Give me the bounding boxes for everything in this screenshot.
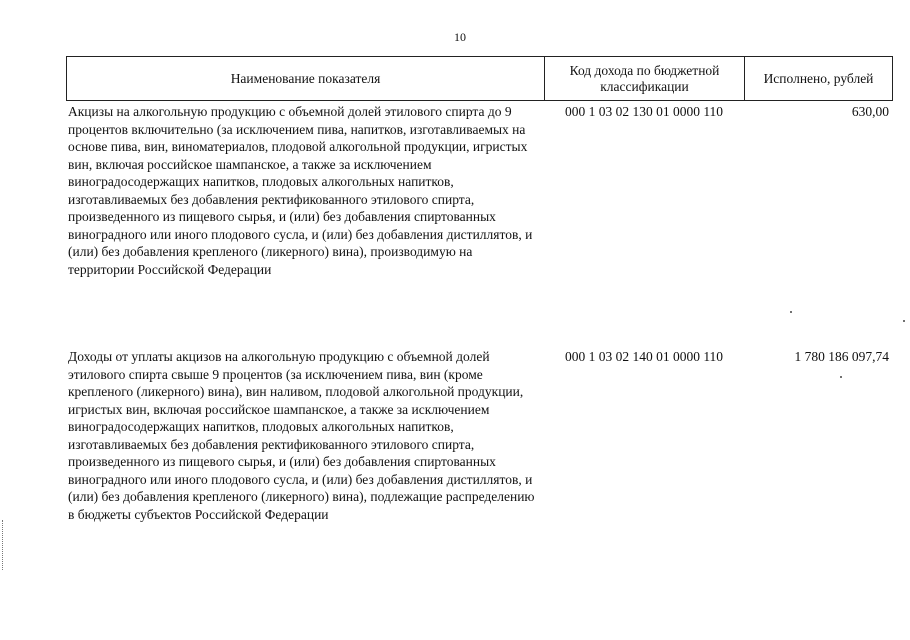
scan-speck — [840, 376, 842, 378]
header-budget-code: Код дохода по бюджетной классификации — [545, 57, 745, 100]
row-executed-amount: 1 780 186 097,74 — [794, 349, 889, 364]
table-header — [66, 56, 893, 101]
header-indicator-name: Наименование показателя — [67, 57, 545, 100]
row-indicator-name: Доходы от уплаты акцизов на алкогольную продукцию с объемной долей этилового спирта свыше 9 процентов (за исключением пива, вин (кроме крепленого (ликерного) вина), вин наливом, плодовой алкогольной продукции, игристых вин, включая российское шампанское, а также за исключением виноградосодержащих напитков, плодовых алкогольных напитков, изготавливаемых без добавления ректификованного этилового спирта, произведенного из пищевого сырья, и (или) без добавления спиртованных виноградного или иного плодового сусла, и (или) без добавления дистиллятов, и (или) без добавления крепленого (ликерного) вина), подлежащие распределению в бюджеты субъектов Российской Федерации — [68, 349, 535, 522]
row-indicator-name: Акцизы на алкогольную продукцию с объемной долей этилового спирта до 9 процентов включительно (за исключением пива, напитков, изготавливаемых на основе пива, вин, виноматериалов, плодовой алкогольной продукции, игристых вин, включая российское шампанское, а также за исключением виноградосодержащих напитков, плодовых алкогольных напитков, изготавливаемых без добавления ректификованного этилового спирта, произведенного из пищевого сырья, и (или) без добавления спиртованных виноградного или иного плодового сусла, и (или) без добавления дистиллятов, и (или) без добавления крепленого (ликерного) вина), производимую на территории Российской Федерации — [68, 104, 533, 277]
scan-speck — [903, 320, 905, 322]
scan-speck — [790, 311, 792, 313]
row-budget-code: 000 1 03 02 130 01 0000 110 — [564, 104, 724, 119]
table-row — [66, 103, 893, 278]
row-budget-code: 000 1 03 02 140 01 0000 110 — [564, 349, 724, 364]
header-executed-amount: Исполнено, рублей — [763, 70, 874, 86]
row-executed-amount: 630,00 — [851, 104, 889, 119]
scan-margin-marks — [2, 520, 7, 570]
table-row — [66, 348, 893, 523]
page-number: 10 — [454, 30, 466, 44]
